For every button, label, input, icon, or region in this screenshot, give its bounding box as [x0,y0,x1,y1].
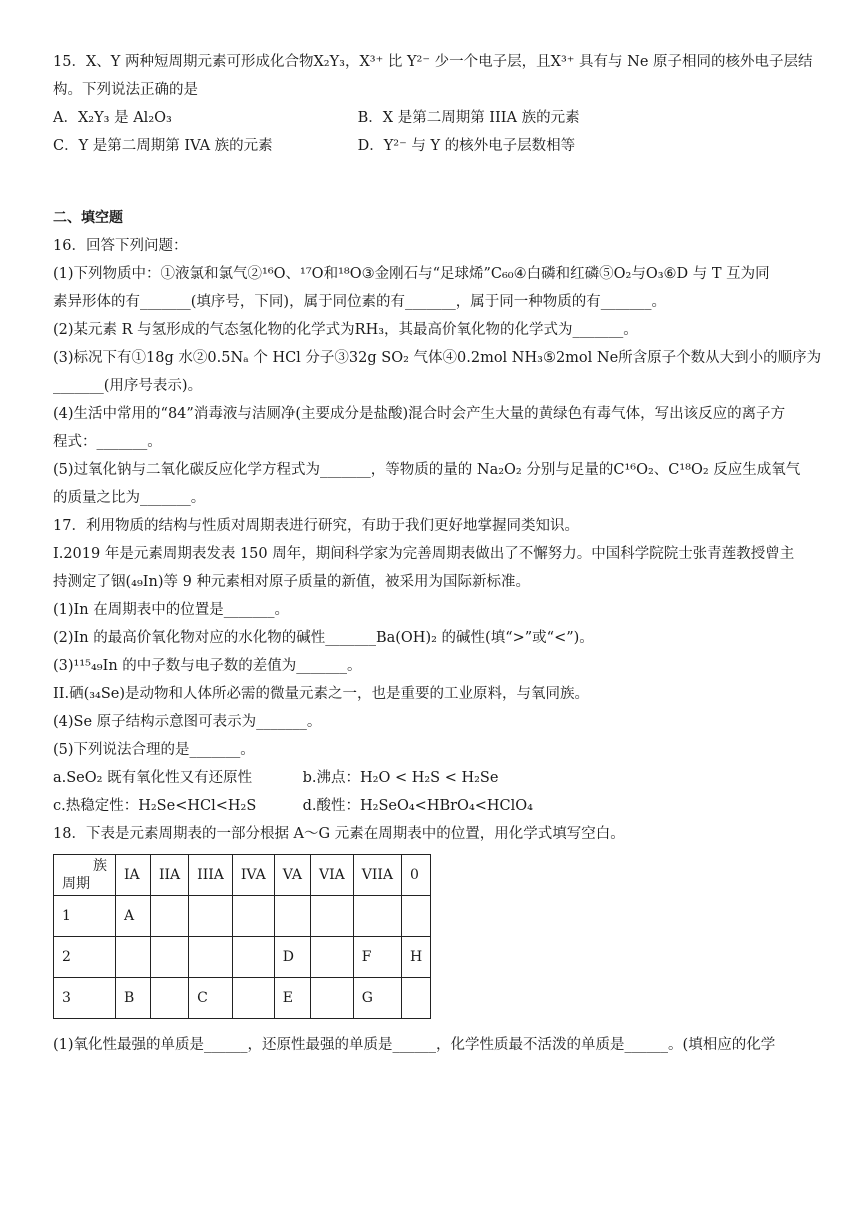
q16-part3-line1: (3)标况下有①18g 水②0.5Nₐ 个 HCl 分子③32g SO₂ 气体④0.2mol NH₃⑤2mol Ne所含原子个数从大到小的顺序为 [53,350,822,366]
q16-part3-line2: _______(用序号表示)。 [53,378,203,394]
q17-part2: (2)In 的最高价氧化物对应的水化物的碱性_______Ba(OH)₂ 的碱性(填“>”或“<”)。 [53,630,594,646]
element-cell [402,896,431,937]
element-cell [116,937,151,978]
group-header: IA [116,855,151,896]
element-cell [151,896,189,937]
table-corner-cell [54,855,116,896]
section-title-fill-in: 二、填空题 [53,210,123,226]
q16-part5-line2: 的质量之比为_______。 [53,490,206,506]
group-header: IIIA [189,855,233,896]
q15-option-b: B．X 是第二周期第 IIIA 族的元素 [357,110,580,126]
q15-stem-line1: 15．X、Y 两种短周期元素可形成化合物X₂Y₃，X³⁺ 比 Y²⁻ 少一个电子层，且X³⁺ 具有与 Ne 原子相同的核外电子层结 [53,54,813,70]
element-cell [232,896,274,937]
group-header: IIA [151,855,189,896]
header-group-label: 族 [93,858,107,874]
group-header: 0 [402,855,431,896]
element-cell [402,978,431,1019]
question-16 [53,232,822,512]
q17-part3: (3)¹¹⁵₄₉In 的中子数与电子数的差值为_______。 [53,658,362,674]
element-cell: D [274,937,310,978]
element-cell [274,896,310,937]
group-header: IVA [232,855,274,896]
q16-intro: 16．回答下列问题： [53,238,188,254]
q17-section-i-line1: I.2019 年是元素周期表发表 150 周年，期间科学家为完善周期表做出了不懈努力。中国科学院院士张青莲教授曾主 [53,546,795,562]
period-cell: 3 [54,978,116,1019]
element-cell: F [353,937,401,978]
q15-stem-line2: 构。下列说法正确的是 [53,82,198,98]
q16-part4-line2: 程式：_______。 [53,434,162,450]
question-15 [53,48,813,160]
q18-part1: (1)氧化性最强的单质是______，还原性最强的单质是______，化学性质最不活泼的单质是______。(填相应的化学 [53,1037,776,1053]
element-cell [310,937,353,978]
q18-intro: 18．下表是元素周期表的一部分根据 A～G 元素在周期表中的位置，用化学式填写空白。 [53,826,625,842]
element-cell: E [274,978,310,1019]
element-cell [151,937,189,978]
group-header: VA [274,855,310,896]
element-cell: B [116,978,151,1019]
element-cell [151,978,189,1019]
table-row [54,896,431,937]
q17-part5: (5)下列说法合理的是_______。 [53,742,255,758]
question-18 [53,820,813,1059]
q17-intro: 17．利用物质的结构与性质对周期表进行研究，有助于我们更好地掌握同类知识。 [53,518,579,534]
q15-option-c: C．Y 是第二周期第 IVA 族的元素 [53,138,273,154]
q17-section-i-line2: 持测定了铟(₄₉In)等 9 种元素相对原子质量的新值，被采用为国际新标准。 [53,574,530,590]
q17-option-a: a.SeO₂ 既有氧化性又有还原性 [53,770,253,786]
q17-option-d: d.酸性：H₂SeO₄<HBrO₄<HClO₄ [302,798,533,814]
element-cell: A [116,896,151,937]
q16-part2: (2)某元素 R 与氢形成的气态氢化物的化学式为RH₃，其最高价氧化物的化学式为_______。 [53,322,638,338]
element-cell [310,896,353,937]
q16-part4-line1: (4)生活中常用的“84”消毒液与洁厕净(主要成分是盐酸)混合时会产生大量的黄绿色有毒气体，写出该反应的离子方 [53,406,786,422]
q17-section-ii: II.硒(₃₄Se)是动物和人体所必需的微量元素之一，也是重要的工业原料，与氧同族。 [53,686,590,702]
element-cell [232,978,274,1019]
table-row [54,937,431,978]
q16-part1-line1: (1)下列物质中：①液氯和氯气②¹⁶O、¹⁷O和¹⁸O③金刚石与“足球烯”C₆₀④白磷和红磷⑤O₂与O₃⑥D 与 T 互为同 [53,266,770,282]
q15-option-a: A．X₂Y₃ 是 Al₂O₃ [53,110,172,126]
period-cell: 2 [54,937,116,978]
element-cell: H [402,937,431,978]
table-header-row [54,855,431,896]
group-header: VIIA [353,855,401,896]
worksheet-page [53,48,822,1059]
question-17 [53,512,813,820]
q17-option-c: c.热稳定性：H₂Se<HCl<H₂S [53,798,257,814]
q17-part1: (1)In 在周期表中的位置是_______。 [53,602,289,618]
element-cell [310,978,353,1019]
q17-part4: (4)Se 原子结构示意图可表示为_______。 [53,714,322,730]
q16-part1-line2: 素异形体的有_______(填序号，下同)，属于同位素的有_______，属于同一种物质的有_______。 [53,294,667,310]
periodic-table-excerpt [53,854,431,1019]
table-row [54,978,431,1019]
group-header: VIA [310,855,353,896]
element-cell [232,937,274,978]
element-cell [189,896,233,937]
header-period-label: 周期 [62,876,90,892]
element-cell [189,937,233,978]
element-cell [353,896,401,937]
q16-part5-line1: (5)过氧化钠与二氧化碳反应化学方程式为_______，等物质的量的 Na₂O₂ 分别与足量的C¹⁶O₂、C¹⁸O₂ 反应生成氧气 [53,462,801,478]
period-cell: 1 [54,896,116,937]
q15-option-d: D．Y²⁻ 与 Y 的核外电子层数相等 [357,138,576,154]
q17-option-b: b.沸点：H₂O < H₂S < H₂Se [302,770,499,786]
element-cell: C [189,978,233,1019]
element-cell: G [353,978,401,1019]
